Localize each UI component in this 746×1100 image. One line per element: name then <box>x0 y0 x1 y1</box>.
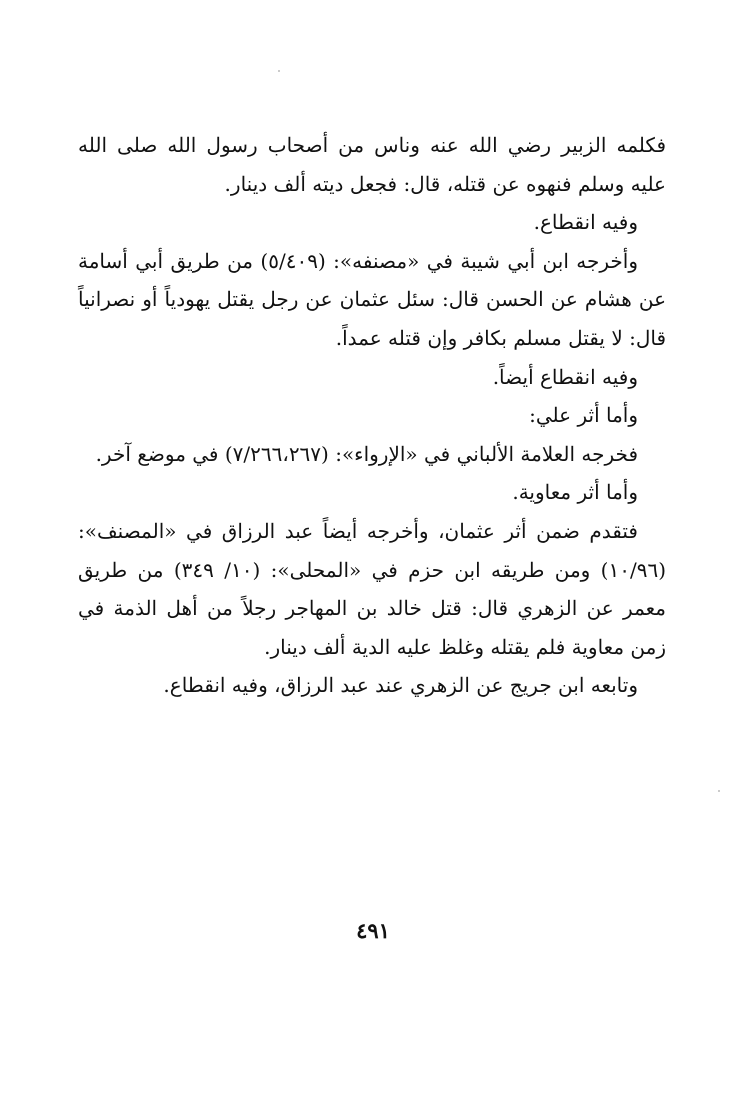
scan-speck <box>278 70 280 72</box>
paragraph-2: وفيه انقطاع. <box>533 210 638 235</box>
paragraph-4: وفيه انقطاع أيضاً. <box>492 364 638 389</box>
page-number: ٤٩١ <box>356 918 390 943</box>
scan-speck <box>718 790 720 792</box>
main-text <box>78 126 666 705</box>
paragraph-1: فكلمه الزبير رضي الله عنه وناس من أصحاب رسول الله صلى الله عليه وسلم فنهوه عن قتله، قال: فجعل ديته ألف دينار. <box>78 133 666 196</box>
paragraph-7: وأما أثر معاوية. <box>512 480 638 505</box>
paragraph-8: فتقدم ضمن أثر عثمان، وأخرجه أيضاً عبد الرزاق في «المصنف»: (١٠/٩٦) ومن طريقه ابن حزم في «المحلى»: (١٠/ ٣٤٩) من طريق معمر عن الزهري قال: قتل خالد بن المهاجر رجلاً من أهل الذمة في زمن معاوية فلم يقتله وغلظ عليه الدية ألف دينار. <box>78 518 667 659</box>
paragraph-9: وتابعه ابن جريج عن الزهري عند عبد الرزاق، وفيه انقطاع. <box>163 673 638 698</box>
paragraph-5: وأما أثر علي: <box>529 403 638 428</box>
paragraph-6: فخرجه العلامة الألباني في «الإرواء»: (٧/٢٦٦،٢٦٧) في موضع آخر. <box>95 441 638 466</box>
paragraph-3: وأخرجه ابن أبي شيبة في «مصنفه»: (٥/٤٠٩) من طريق أبي أسامة عن هشام عن الحسن قال: سئل عثمان عن رجل يقتل يهودياً أو نصرانياً قال: لا يقتل مسلم بكافر وإن قتله عمداً. <box>78 248 666 350</box>
